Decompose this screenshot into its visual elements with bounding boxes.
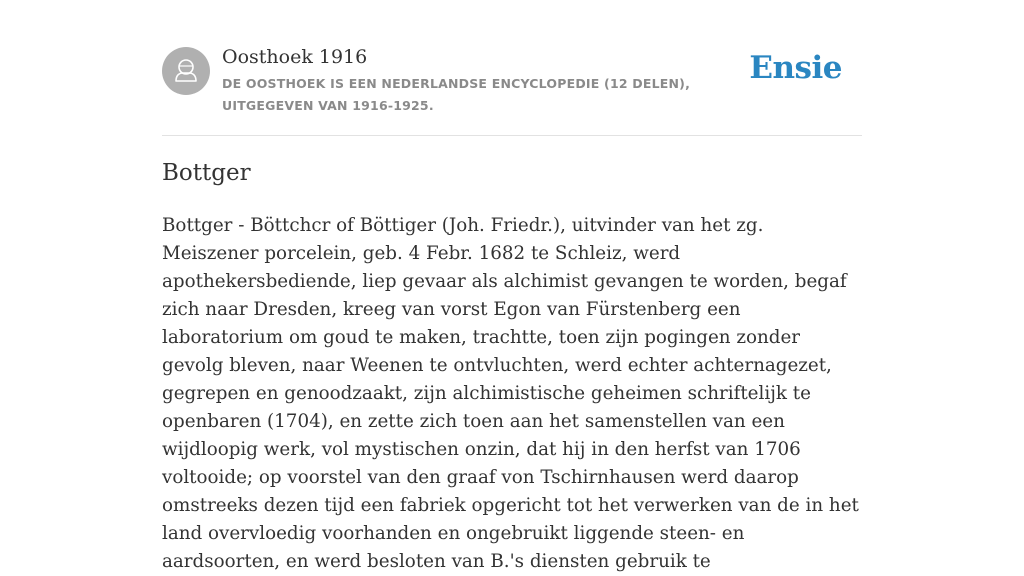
source-avatar[interactable] — [162, 47, 210, 95]
ensie-logo[interactable]: Ensie — [749, 50, 842, 86]
article-container — [162, 0, 862, 572]
source-title[interactable]: Oosthoek 1916 — [222, 46, 368, 68]
source-header — [162, 0, 862, 136]
source-description: DE OOSTHOEK IS EEN NEDERLANDSE ENCYCLOPEDIE (12 DELEN), UITGEGEVEN VAN 1916-1925. — [222, 76, 691, 113]
article-title: Bottger — [162, 160, 251, 186]
user-icon — [162, 47, 210, 95]
article-body: Bottger - Böttchcr of Böttiger (Joh. Friedr.), uitvinder van het zg. Meiszener porcelein, geb. 4 Febr. 1682 te Schleiz, werd apothekersbediende, liep gevaar als alchimist gevangen te worden, begaf zich naar Dresden, kreeg van vorst Egon van Fürstenberg een laboratorium om goud te maken, trachtte, toen zijn pogingen zonder gevolg bleven, naar Weenen te ontvluchten, werd echter achternagezet, gegrepen en genoodzaakt, zijn alchimistische geheimen schriftelijk te openbaren (1704), en zette zich toen aan het samenstellen van een wijdloopig werk, vol mystischen onzin, dat hij in den herfst van 1706 voltooide; op voorstel van den graaf von Tschirnhausen werd daarop omstreeks dezen tijd een fabriek opgericht tot het verwerken van de in het land overvloedig voorhanden en ongebruikt liggende steen- en aardsoorten, en werd besloten van B.'s diensten gebruik te — [162, 215, 859, 572]
